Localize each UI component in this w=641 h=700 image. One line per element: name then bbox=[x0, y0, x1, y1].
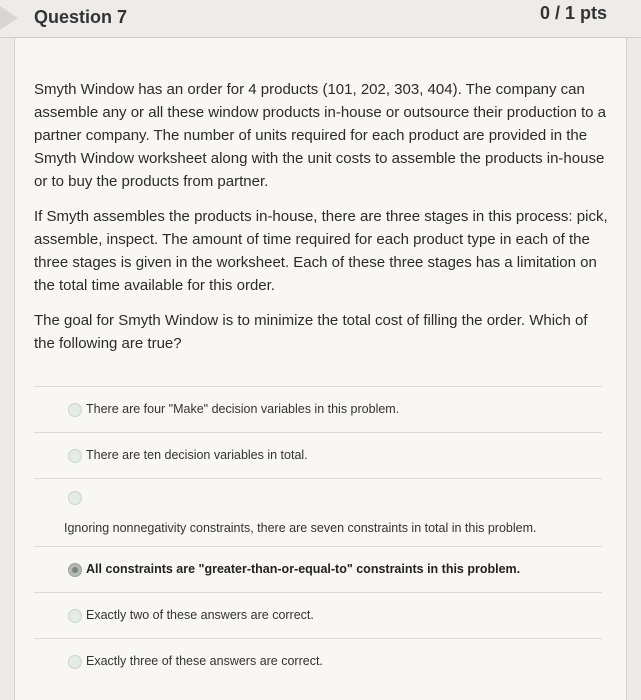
question-title: Question 7 bbox=[34, 7, 128, 27]
question-text bbox=[34, 78, 609, 367]
answer-option-4[interactable] bbox=[34, 546, 602, 592]
answer-label: There are ten decision variables in total. bbox=[86, 448, 308, 462]
radio-button[interactable] bbox=[68, 655, 82, 669]
radio-button[interactable] bbox=[68, 403, 82, 417]
question-paragraph: The goal for Smyth Window is to minimize the total cost of filling the order. Which of the following are true? bbox=[34, 312, 588, 352]
answer-option-5[interactable] bbox=[34, 592, 602, 638]
question-paragraph: If Smyth assembles the products in-house, there are three stages in this process: pick, assemble, inspect. The amount of time required for each product type in each of the three stages is given in the worksheet. Each of these three stages has a limitation on the total time available for this order. bbox=[34, 208, 608, 294]
answer-label: All constraints are "greater-than-or-equal-to" constraints in this problem. bbox=[86, 562, 521, 576]
answer-label: Ignoring nonnegativity constraints, there are seven constraints in total in this problem. bbox=[64, 521, 537, 535]
answer-label: Exactly two of these answers are correct. bbox=[86, 608, 314, 622]
answer-option-3[interactable] bbox=[34, 478, 602, 546]
question-paragraph: Smyth Window has an order for 4 products (101, 202, 303, 404). The company can assemble any or all these window products in-house or outsource their production to a partner company. The number of units required for each product are provided in the Smyth Window worksheet along with the unit costs to assemble the products in-house or to buy the products from partner. bbox=[34, 81, 606, 190]
answer-option-2[interactable] bbox=[34, 432, 602, 478]
answer-label: Exactly three of these answers are correct. bbox=[86, 654, 323, 668]
radio-button-selected[interactable] bbox=[68, 563, 82, 577]
flag-icon bbox=[0, 6, 18, 30]
answer-option-6[interactable] bbox=[34, 638, 602, 684]
question-header bbox=[0, 0, 641, 38]
radio-button[interactable] bbox=[68, 449, 82, 463]
answer-option-1[interactable] bbox=[34, 386, 602, 432]
radio-button[interactable] bbox=[68, 491, 82, 505]
radio-button[interactable] bbox=[68, 609, 82, 623]
answer-label: There are four "Make" decision variables in this problem. bbox=[86, 402, 400, 416]
question-points: 0 / 1 pts bbox=[539, 3, 607, 23]
answer-list bbox=[34, 386, 602, 684]
